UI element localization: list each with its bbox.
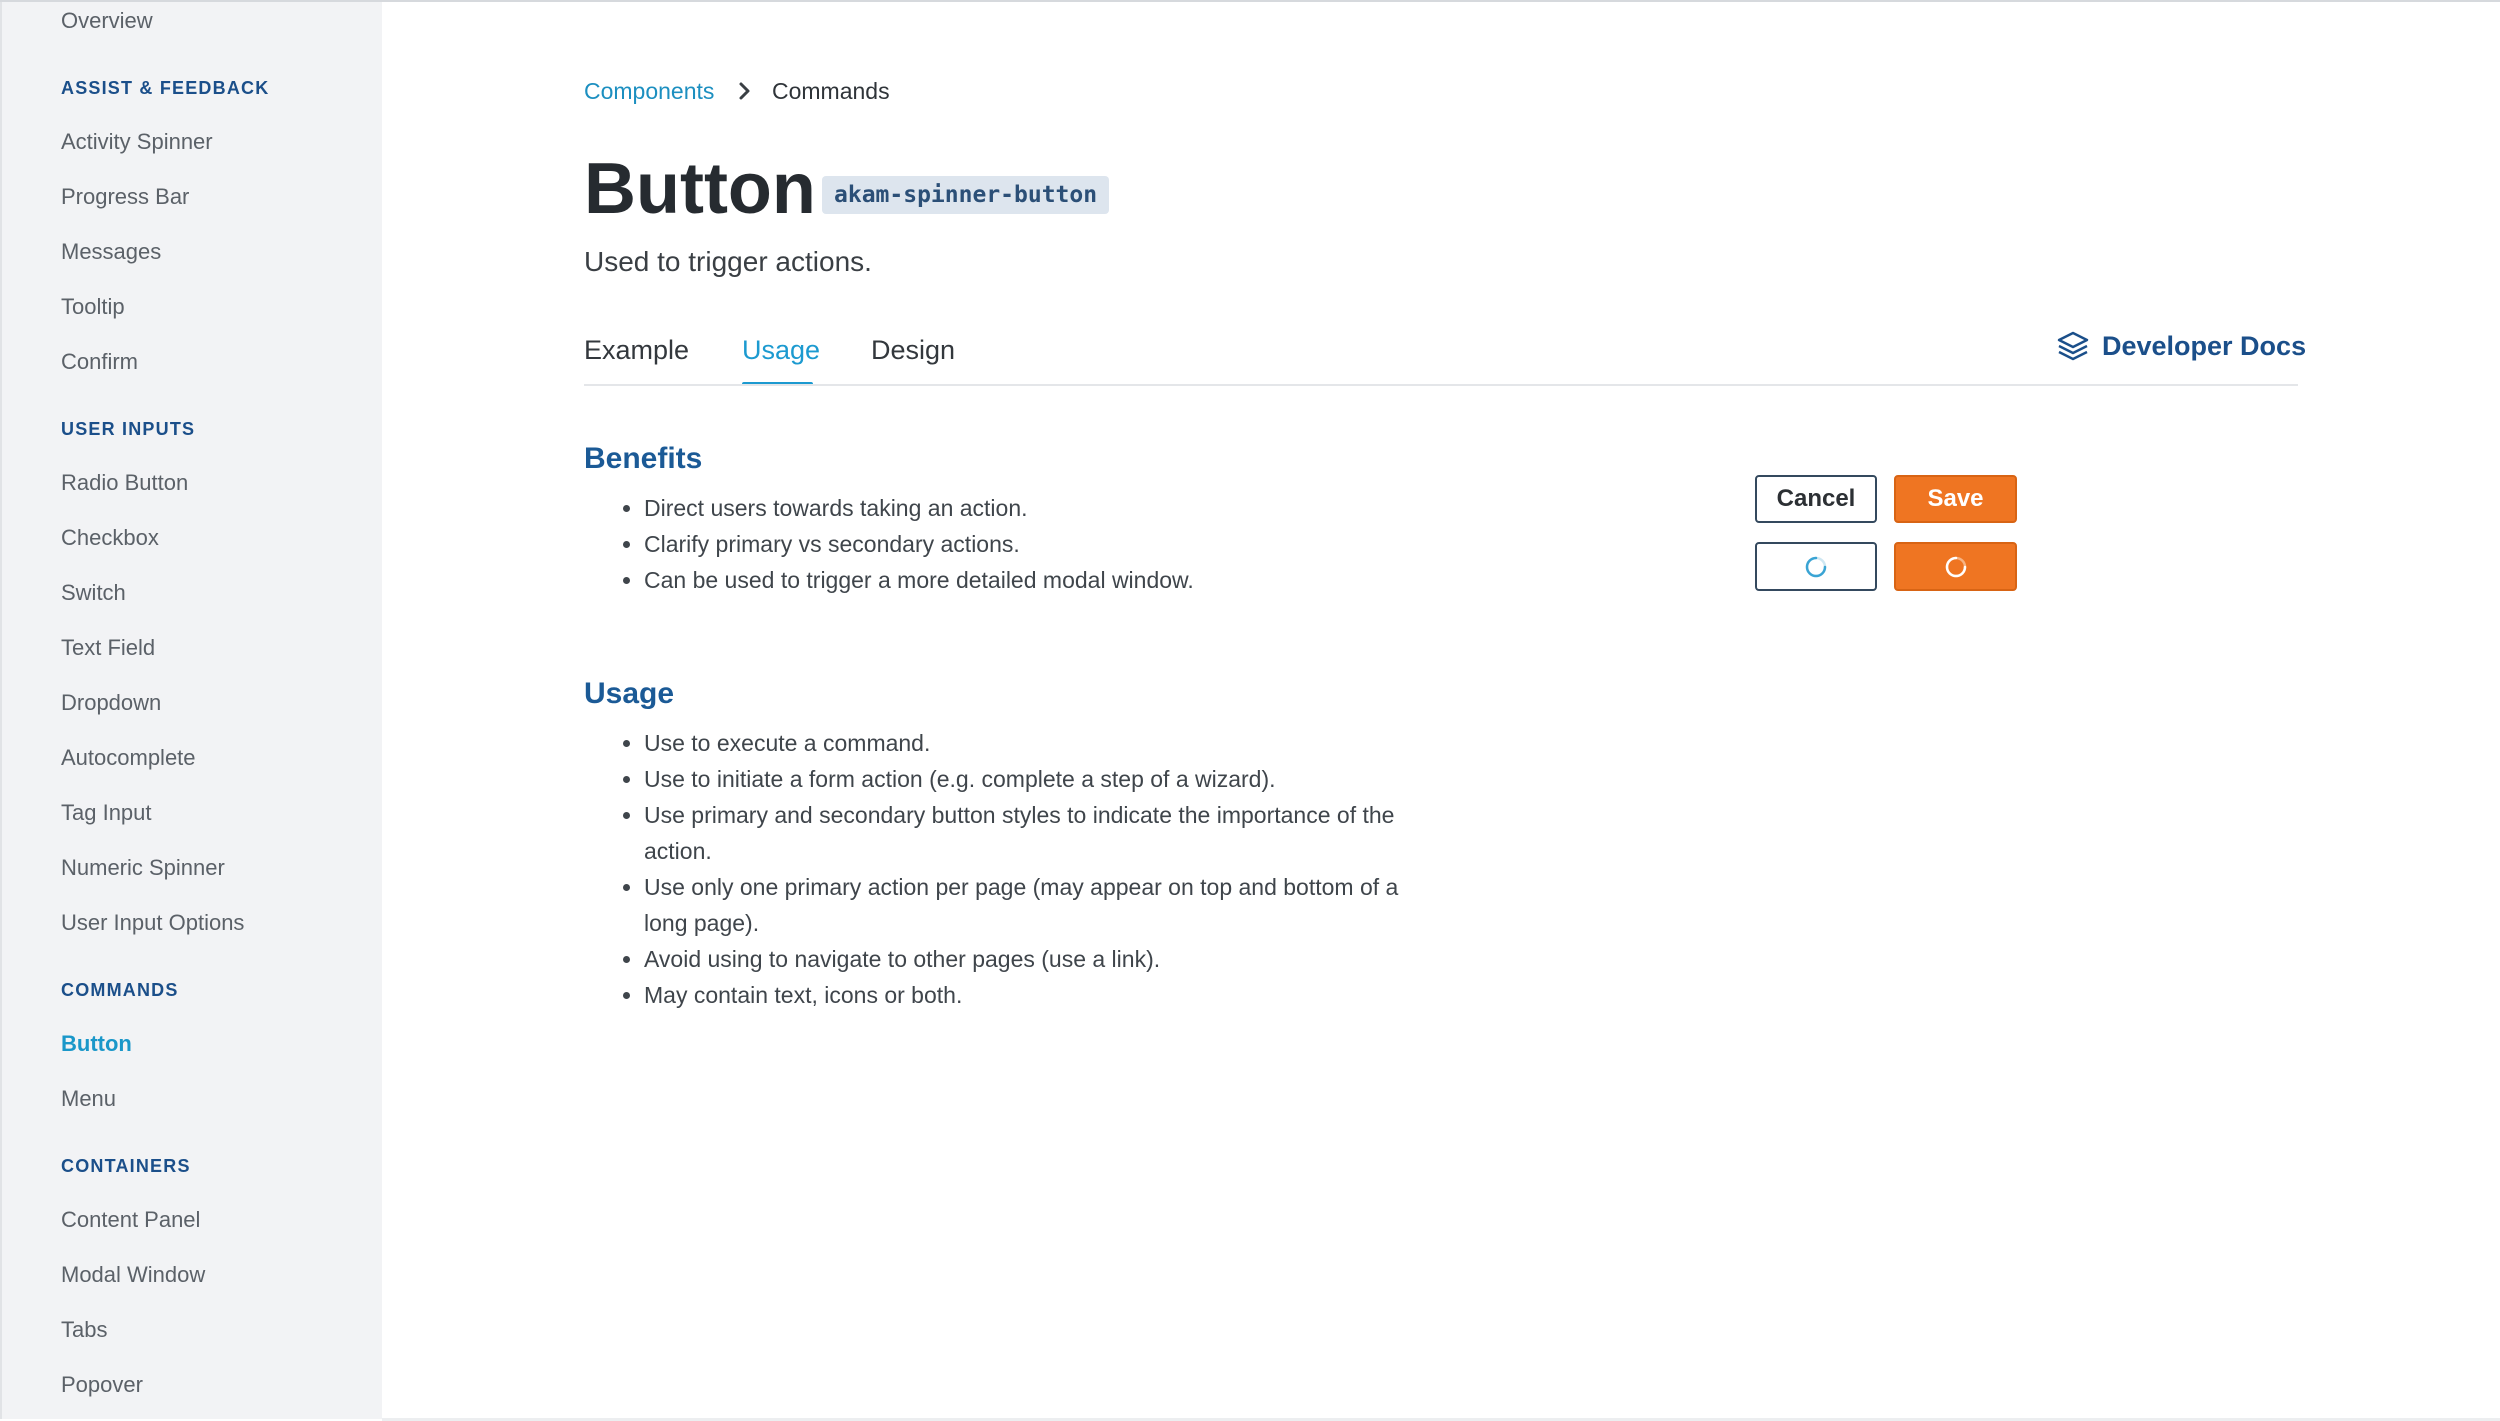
- sidebar-item-button[interactable]: Button: [61, 1031, 132, 1056]
- list-item: • Clarify primary vs secondary actions.: [644, 526, 1194, 562]
- tab-divider: [584, 384, 2298, 386]
- sidebar-item-tabs[interactable]: Tabs: [61, 1317, 108, 1342]
- sidebar-item-user-input-options[interactable]: User Input Options: [61, 910, 245, 935]
- list-item: • Can be used to trigger a more detailed modal window.: [644, 562, 1194, 598]
- sidebar-item-text-field[interactable]: Text Field: [61, 635, 156, 660]
- layers-icon: [2056, 330, 2090, 364]
- developer-docs-label: Developer Docs: [2102, 331, 2307, 361]
- sidebar-item-progress-bar[interactable]: Progress Bar: [61, 184, 190, 209]
- breadcrumb-current: Commands: [772, 78, 890, 104]
- sidebar-item-messages[interactable]: Messages: [61, 239, 162, 264]
- list-item: • Avoid using to navigate to other pages (use a link).: [644, 941, 1424, 977]
- save-button[interactable]: Save: [1894, 475, 2017, 523]
- sidebar-item-autocomplete[interactable]: Autocomplete: [61, 745, 196, 770]
- chevron-right-icon: [738, 74, 752, 117]
- sidebar-item-tooltip[interactable]: Tooltip: [61, 294, 125, 319]
- list-item: • Use to execute a command.: [644, 725, 1424, 761]
- sidebar-item-modal-window[interactable]: Modal Window: [61, 1262, 206, 1287]
- save-loading-button[interactable]: [1894, 542, 2017, 591]
- tab-example[interactable]: Example: [584, 335, 690, 365]
- benefits-heading: Benefits: [584, 442, 703, 475]
- list-item: • May contain text, icons or both.: [644, 977, 1424, 1013]
- sidebar-item-content-panel[interactable]: Content Panel: [61, 1207, 201, 1232]
- sidebar-item-dropdown[interactable]: Dropdown: [61, 690, 162, 715]
- sidebar-heading-containers: CONTAINERS: [61, 1156, 191, 1176]
- tab-design[interactable]: Design: [871, 335, 956, 365]
- sidebar-item-activity-spinner[interactable]: Activity Spinner: [61, 129, 213, 154]
- sidebar-item-menu[interactable]: Menu: [61, 1086, 117, 1111]
- sidebar-item-checkbox[interactable]: Checkbox: [61, 525, 159, 550]
- page-title: Button: [584, 149, 816, 229]
- sidebar-item-switch[interactable]: Switch: [61, 580, 126, 605]
- sidebar-heading-commands: COMMANDS: [61, 980, 179, 1000]
- page-subtitle: Used to trigger actions.: [584, 246, 872, 277]
- sidebar-item-popover[interactable]: Popover: [61, 1372, 143, 1397]
- spinner-icon: [1804, 555, 1828, 579]
- sidebar-heading-assist-feedback: ASSIST & FEEDBACK: [61, 78, 270, 98]
- list-item: • Use only one primary action per page (may appear on top and bottom of a long page).: [644, 869, 1424, 941]
- usage-list: [610, 725, 1424, 1013]
- cancel-loading-button[interactable]: [1755, 542, 1877, 591]
- spinner-icon: [1944, 555, 1968, 579]
- cancel-button[interactable]: Cancel: [1755, 475, 1877, 523]
- breadcrumb-components-link[interactable]: Components: [584, 78, 715, 104]
- sidebar-heading-user-inputs: USER INPUTS: [61, 419, 196, 439]
- benefits-list: [610, 490, 1194, 598]
- list-item: • Direct users towards taking an action.: [644, 490, 1194, 526]
- sidebar-item-radio-button[interactable]: Radio Button: [61, 470, 189, 495]
- tab-usage[interactable]: Usage: [742, 335, 821, 365]
- selector-badge: akam-spinner-button: [822, 176, 1109, 214]
- sidebar-item-numeric-spinner[interactable]: Numeric Spinner: [61, 855, 225, 880]
- sidebar-item-confirm[interactable]: Confirm: [61, 349, 139, 374]
- sidebar: [0, 2, 382, 1419]
- sidebar-item-overview[interactable]: Overview: [61, 8, 153, 33]
- usage-heading: Usage: [584, 677, 675, 710]
- sidebar-item-tag-input[interactable]: Tag Input: [61, 800, 152, 825]
- list-item: • Use to initiate a form action (e.g. complete a step of a wizard).: [644, 761, 1424, 797]
- list-item: • Use primary and secondary button styles to indicate the importance of the action.: [644, 797, 1424, 869]
